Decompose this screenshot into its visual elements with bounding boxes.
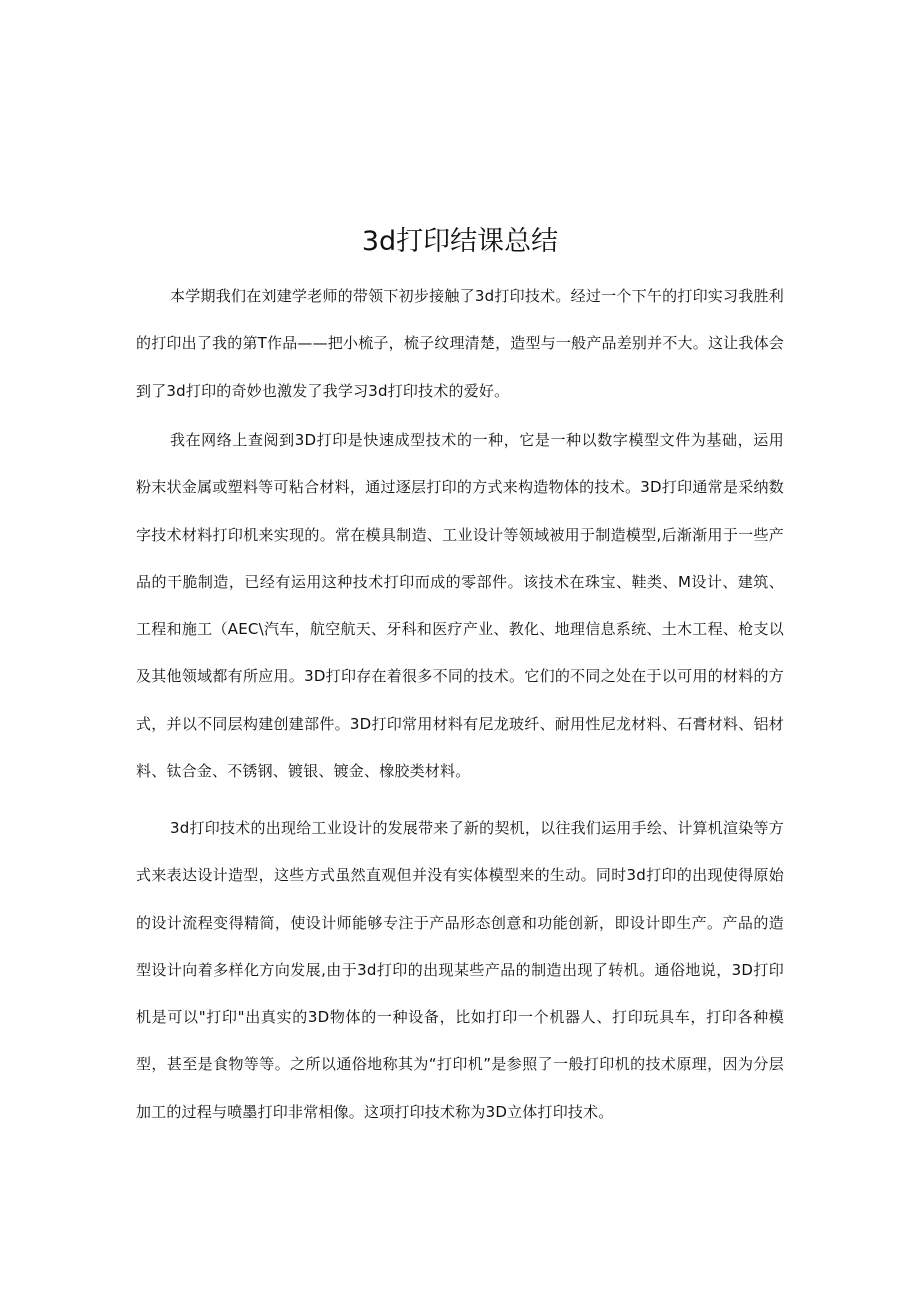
paragraph-3d-printing-overview: 我在网络上查阅到3D打印是快速成型技术的一种，它是一种以数字模型文件为基础，运用粉末状金属或塑料等可粘合材料，通过逐层打印的方式来构造物体的技术。3D打印通常是采纳数字技术材料打印机来实现的。常在模具制造、工业设计等领域被用于制造模型,后渐渐用于一些产品的干脆制造，已经有运用这种技术打印而成的零部件。该技术在珠宝、鞋类、M设计、建筑、工程和施工（AEC\汽车，航空航天、牙科和医疗产业、教化、地理信息系统、土木工程、枪支以及其他领域都有所应用。3D打印存在着很多不同的技术。它们的不同之处在于以可用的材料的方式，并以不同层构建创建部件。3D打印常用材料有尼龙玻纤、耐用性尼龙材料、石膏材料、铝材料、钛合金、不锈钢、镀银、镀金、橡胶类材料。 <box>136 431 784 781</box>
document-title: 3d打印结课总结 <box>361 226 559 257</box>
paragraph-industrial-design: 3d打印技术的出现给工业设计的发展带来了新的契机，以往我们运用手绘、计算机渲染等方式来表达设计造型，这些方式虽然直观但并没有实体模型来的生动。同时3d打印的出现使得原始的设计流程变得精简，使设计师能够专注于产品形态创意和功能创新，即设计即生产。产品的造型设计向着多样化方向发展,由于3d打印的出现某些产品的制造出现了转机。通俗地说，3D打印机是可以"打印"出真实的3D物体的一种设备，比如打印一个机器人、打印玩具车，打印各种模型，甚至是食物等等。之所以通俗地称其为“打印机”是参照了一般打印机的技术原理，因为分层加工的过程与喷墨打印非常相像。这项打印技术称为3D立体打印技术。 <box>136 819 784 1121</box>
paragraph-intro: 本学期我们在刘建学老师的带领下初步接触了3d打印技术。经过一个下午的打印实习我胜利的打印出了我的第T作品——把小梳子，梳子纹理清楚，造型与一般产品差别并不大。这让我体会到了3d打印的奇妙也激发了我学习3d打印技术的爱好。 <box>136 287 784 400</box>
